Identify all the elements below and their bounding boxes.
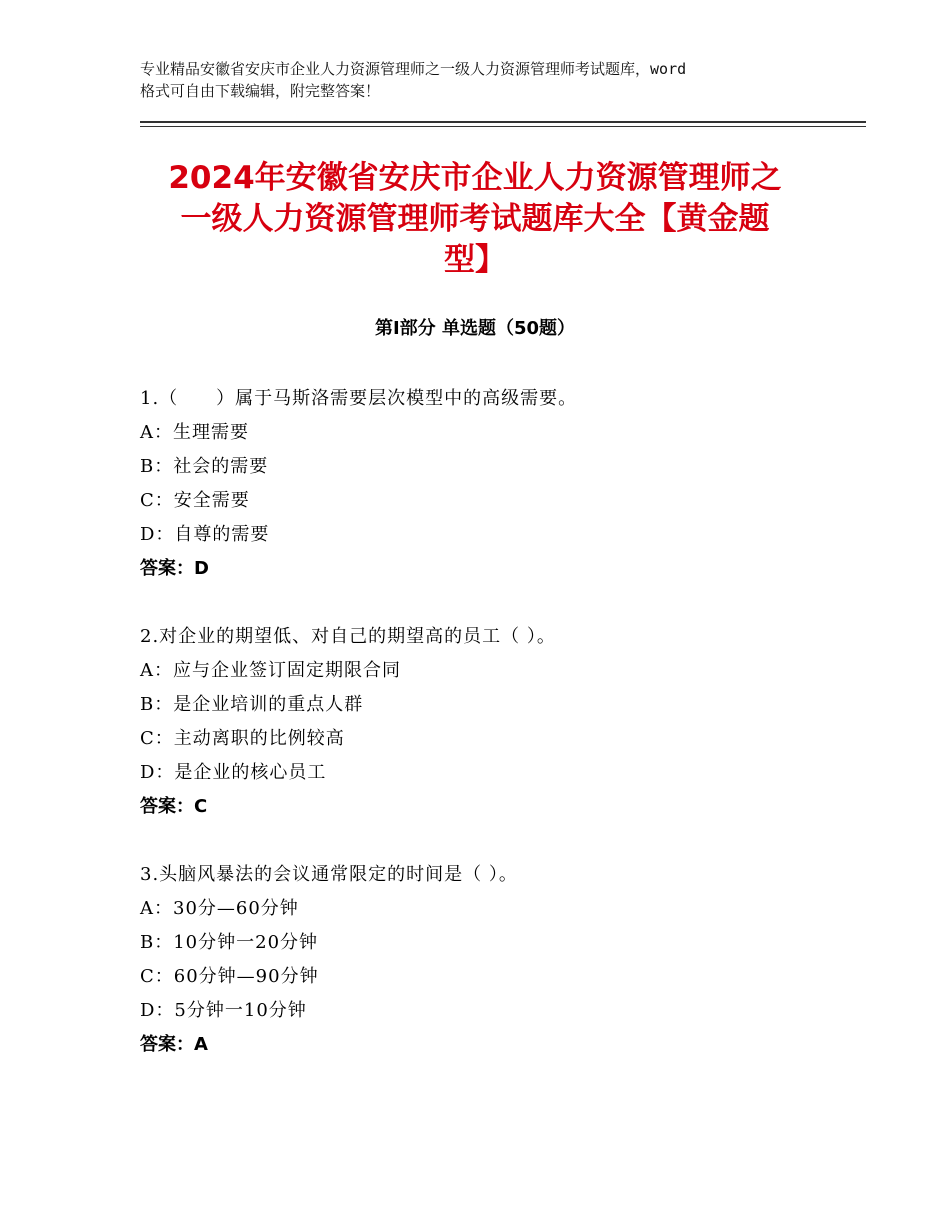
answer: 答案：A — [140, 1034, 208, 1055]
question-1 — [140, 382, 840, 586]
header-note-line-2: 格式可自由下载编辑，附完整答案！ — [140, 82, 381, 100]
document-title-line-3: 型】 — [444, 242, 506, 278]
option-c: C：主动离职的比例较高 — [140, 728, 345, 749]
option-d: D：是企业的核心员工 — [140, 762, 327, 783]
option-c: C：60分钟—90分钟 — [140, 966, 319, 987]
option-c: C：安全需要 — [140, 490, 250, 511]
option-a: A：生理需要 — [140, 422, 249, 443]
document-title — [120, 158, 830, 281]
option-d: D：5分钟一10分钟 — [140, 1000, 307, 1021]
question-stem: 1.（ ）属于马斯洛需要层次模型中的高级需要。 — [140, 388, 578, 409]
document-title-line-1: 2024年安徽省安庆市企业人力资源管理师之 — [168, 160, 782, 196]
header-note-line-1: 专业精品安徽省安庆市企业人力资源管理师之一级人力资源管理师考试题库，word — [140, 60, 687, 78]
option-a: A：应与企业签订固定期限合同 — [140, 660, 401, 681]
header-note — [140, 58, 830, 102]
section-title: 第Ⅰ部分 单选题（50题） — [374, 318, 575, 339]
option-b: B：是企业培训的重点人群 — [140, 694, 364, 715]
question-list — [140, 382, 840, 1096]
option-b: B：社会的需要 — [140, 456, 269, 477]
option-b: B：10分钟一20分钟 — [140, 932, 319, 953]
header-divider-thin — [140, 126, 866, 127]
option-d: D：自尊的需要 — [140, 524, 270, 545]
answer: 答案：D — [140, 558, 209, 579]
answer: 答案：C — [140, 796, 208, 817]
question-2 — [140, 620, 840, 824]
header-divider-thick — [140, 121, 866, 123]
question-3 — [140, 858, 840, 1062]
document-title-line-2: 一级人力资源管理师考试题库大全【黄金题 — [180, 201, 770, 237]
question-stem: 2.对企业的期望低、对自己的期望高的员工（ ）。 — [140, 626, 556, 647]
question-stem: 3.头脑风暴法的会议通常限定的时间是（ ）。 — [140, 864, 518, 885]
option-a: A：30分—60分钟 — [140, 898, 299, 919]
